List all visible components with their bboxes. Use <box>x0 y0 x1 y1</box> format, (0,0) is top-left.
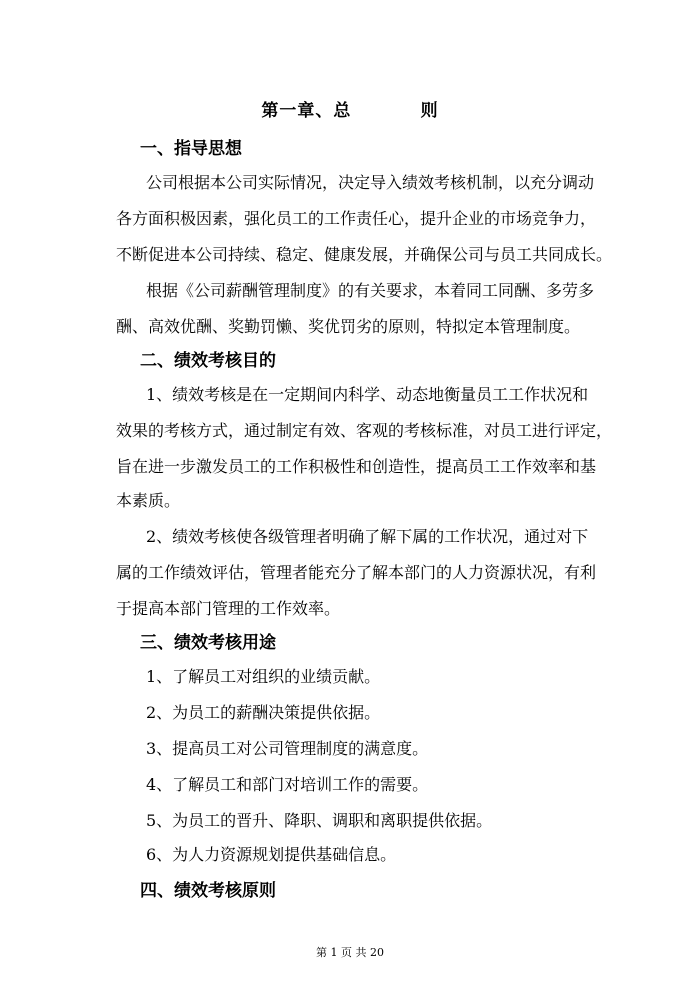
list-item: 3、提高员工对公司管理制度的满意度。 <box>146 739 429 758</box>
section-heading: 一、指导思想 <box>140 139 242 159</box>
list-item: 2、为员工的薪酬决策提供依据。 <box>146 703 381 722</box>
paragraph-line: 根据《公司薪酬管理制度》的有关要求，本着同工同酬、多劳多 <box>146 281 595 300</box>
paragraph-line: 不断促进本公司持续、稳定、健康发展，并确保公司与员工共同成长。 <box>116 245 613 264</box>
paragraph-line: 2、绩效考核使各级管理者明确了解下属的工作状况，通过对下 <box>146 527 589 546</box>
paragraph-line: 效果的考核方式，通过制定有效、客观的考核标准，对员工进行评定， <box>116 421 613 440</box>
paragraph-line: 公司根据本公司实际情况，决定导入绩效考核机制，以充分调动 <box>146 173 595 192</box>
section-heading: 三、绩效考核用途 <box>140 633 276 653</box>
list-item: 1、了解员工对组织的业绩贡献。 <box>146 667 381 686</box>
paragraph-line: 本素质。 <box>116 491 181 510</box>
section-heading: 四、绩效考核原则 <box>140 881 276 901</box>
chapter-title: 第一章、总 则 <box>261 101 439 121</box>
paragraph-line: 1、绩效考核是在一定期间内科学、动态地衡量员工工作状况和 <box>146 385 589 404</box>
paragraph-line: 于提高本部门管理的工作效率。 <box>116 599 341 618</box>
page-footer: 第 1 页 共 20 <box>316 946 384 959</box>
paragraph-line: 旨在进一步激发员工的工作积极性和创造性，提高员工工作效率和基 <box>116 457 597 476</box>
list-item: 4、了解员工和部门对培训工作的需要。 <box>146 775 429 794</box>
paragraph-line: 属的工作绩效评估，管理者能充分了解本部门的人力资源状况，有利 <box>116 563 597 582</box>
list-item: 6、为人力资源规划提供基础信息。 <box>146 845 397 864</box>
list-item: 5、为员工的晋升、降职、调职和离职提供依据。 <box>146 811 493 830</box>
paragraph-line: 酬、高效优酬、奖勤罚懒、奖优罚劣的原则，特拟定本管理制度。 <box>116 317 581 336</box>
section-heading: 二、绩效考核目的 <box>140 351 276 371</box>
paragraph-line: 各方面积极因素，强化员工的工作责任心，提升企业的市场竞争力， <box>116 209 597 228</box>
